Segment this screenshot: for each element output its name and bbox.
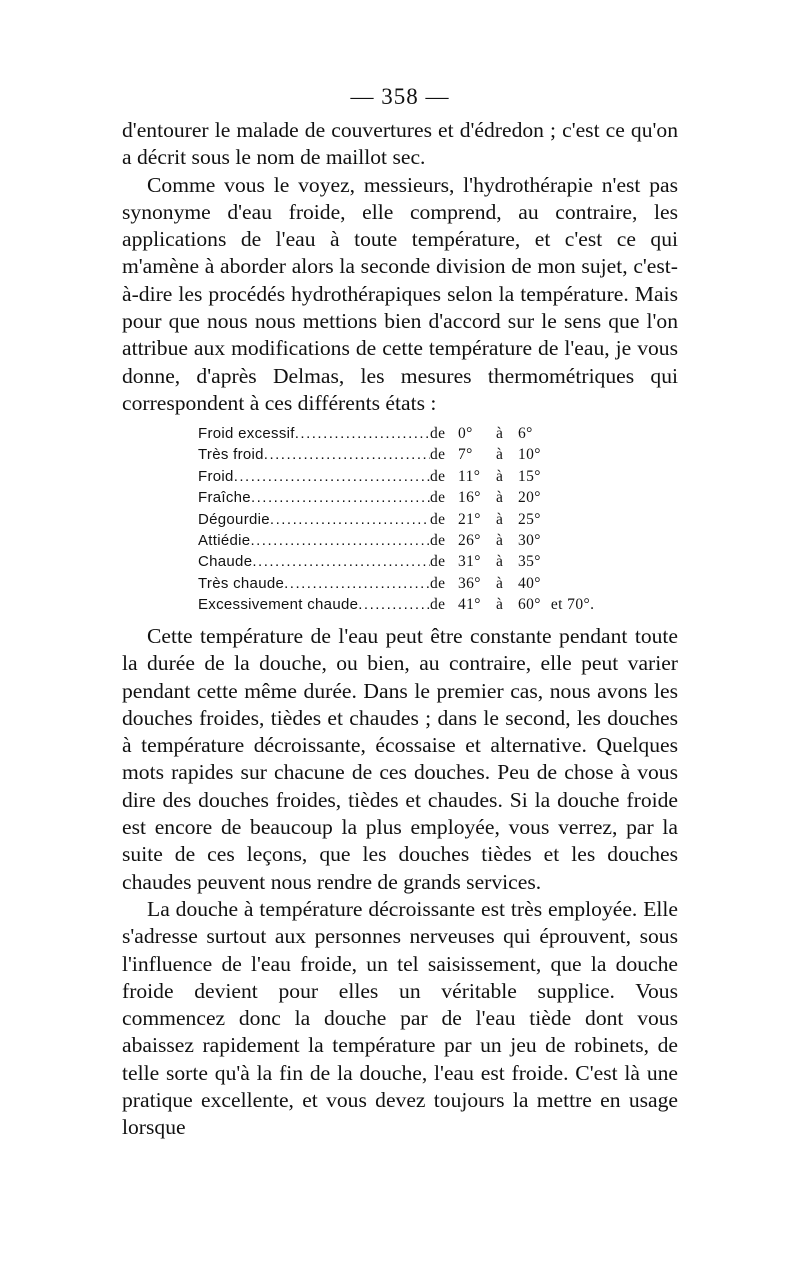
range-from: 0° bbox=[458, 425, 473, 442]
temperature-label: Très froid bbox=[198, 446, 264, 464]
temperature-row bbox=[198, 466, 638, 487]
range-to: 60° bbox=[518, 596, 541, 614]
paragraph-constant-temperature: Cette température de l'eau peut être constante pendant toute la durée de la douche, ou bien, au contraire, elle peut varier pendant cette même durée. Dans le premier cas, nous avons les douches froides, tièdes et chaudes ; dans le second, les douches à température décroissante, écossaise et alternative. Quelques mots rapides sur chacune de ces douches. Peu de chose à vous dire des douches froides, tièdes et chaudes. Si la douche froide est encore de beaucoup la plus employée, vous verrez, par la suite de ces leçons, que les douches tièdes et les douches chaudes peuvent nous rendre de grands services. bbox=[122, 624, 678, 894]
paragraph-hydrotherapy: Comme vous le voyez, messieurs, l'hydrothérapie n'est pas synonyme d'eau froide, elle comprend, au contraire, les applications de l'eau à toute température, et c'est ce qui m'amène à aborder alors la seconde division de mon sujet, c'est-à-dire les procédés hydrothérapiques selon la température. Mais pour que nous nous mettions bien d'accord sur le sens que l'on attribue aux modifications de cette température de l'eau, je vous donne, d'après Delmas, les mesures thermométriques qui correspondent à ces différents états : bbox=[122, 172, 678, 415]
range-from: 31° bbox=[458, 553, 481, 571]
temperature-row bbox=[198, 487, 638, 508]
paragraph-continuation: d'entourer le malade de couvertures et d'édredon ; c'est ce qu'on a décrit sous le nom de maillot sec. bbox=[122, 118, 678, 170]
range-to: 10° bbox=[518, 446, 541, 464]
range-to: 35° bbox=[518, 553, 541, 571]
temperature-row bbox=[198, 509, 638, 530]
temperature-row bbox=[198, 444, 638, 465]
paragraph-decreasing-temperature: La douche à température décroissante est très employée. Elle s'adresse surtout aux personnes nerveuses qui éprouvent, sous l'influence de l'eau froide, un tel saisissement, que la douche froide devient pour elles un véritable supplice. Vous commencez donc la douche par de l'eau tiède dont vous abaissez rapidement la température par un jeu de robinets, de telle sorte qu'à la fin de la douche, l'eau est froide. C'est là une pratique excellente, et vous devez toujours la mettre en usage lorsque bbox=[122, 896, 678, 1140]
range-to: 20° bbox=[518, 489, 541, 507]
range-a: à bbox=[496, 574, 504, 592]
temperature-row bbox=[198, 573, 638, 594]
range-to: 6° bbox=[518, 425, 533, 442]
range-a: à bbox=[496, 425, 504, 442]
range-from: 36° bbox=[458, 574, 481, 592]
range-de: de bbox=[430, 425, 446, 442]
temperature-label: Froid bbox=[198, 467, 234, 485]
range-from: 16° bbox=[458, 489, 481, 507]
range-extra: et 70°. bbox=[550, 596, 595, 614]
temperature-row bbox=[198, 594, 638, 615]
temperature-row bbox=[198, 423, 638, 444]
range-to: 30° bbox=[518, 531, 541, 549]
range-a: à bbox=[496, 467, 504, 485]
temperature-table bbox=[198, 423, 638, 616]
range-from: 7° bbox=[458, 446, 473, 464]
temperature-row bbox=[198, 530, 638, 551]
range-de: de bbox=[430, 596, 446, 614]
range-from: 26° bbox=[458, 531, 481, 549]
temperature-label: Attiédie bbox=[198, 531, 251, 549]
text-block-top bbox=[122, 117, 678, 417]
temperature-label: Chaude bbox=[198, 553, 253, 571]
range-from: 11° bbox=[458, 467, 481, 485]
range-de: de bbox=[430, 553, 446, 571]
temperature-label: Fraîche bbox=[198, 489, 251, 507]
range-a: à bbox=[496, 596, 504, 614]
range-a: à bbox=[496, 510, 504, 528]
range-to: 15° bbox=[518, 467, 541, 485]
temperature-label: Très chaude bbox=[198, 574, 285, 592]
range-a: à bbox=[496, 446, 504, 464]
range-a: à bbox=[496, 553, 504, 571]
range-from: 21° bbox=[458, 510, 481, 528]
range-de: de bbox=[430, 510, 446, 528]
page-number: — 358 — bbox=[350, 84, 450, 109]
range-to: 40° bbox=[518, 574, 541, 592]
range-from: 41° bbox=[458, 596, 481, 614]
temperature-label: Froid excessif bbox=[198, 425, 295, 442]
temperature-label: Dégourdie bbox=[198, 510, 270, 528]
range-de: de bbox=[430, 531, 446, 549]
temperature-label: Excessivement chaude bbox=[198, 596, 359, 614]
range-de: de bbox=[430, 574, 446, 592]
range-to: 25° bbox=[518, 510, 541, 528]
temperature-row bbox=[198, 551, 638, 572]
text-block-bottom bbox=[122, 623, 678, 1142]
range-de: de bbox=[430, 446, 446, 464]
range-de: de bbox=[430, 467, 446, 485]
range-a: à bbox=[496, 489, 504, 507]
range-a: à bbox=[496, 531, 504, 549]
range-de: de bbox=[430, 489, 446, 507]
